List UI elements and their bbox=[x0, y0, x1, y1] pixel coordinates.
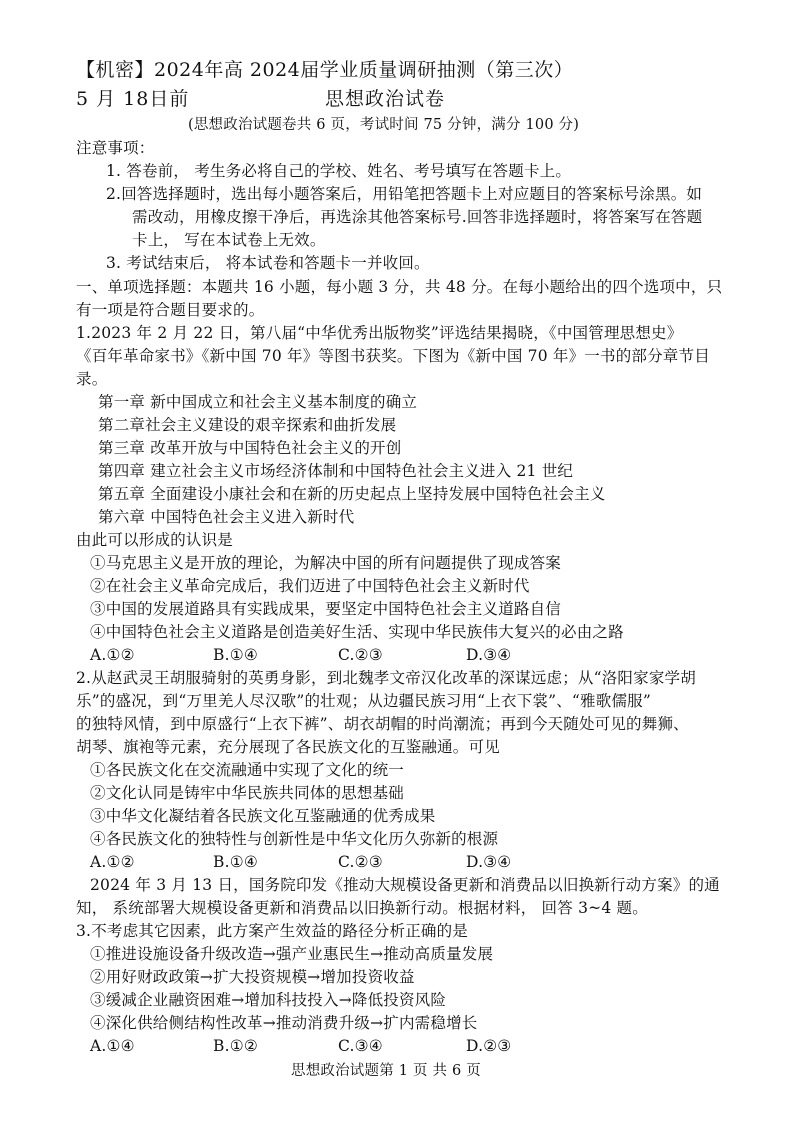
q1-chapter: 第一章 新中国成立和社会主义基本制度的确立 bbox=[98, 393, 418, 411]
q3-option-a: A.①④ bbox=[90, 1037, 135, 1055]
q3-statement: ③缓减企业融资困难→增加科技投入→降低投资风险 bbox=[90, 991, 447, 1009]
notice-item: 3. 考试结束后， 将本试卷和答题卡一并收回。 bbox=[106, 254, 430, 272]
q1-chapter: 第四章 建立社会主义市场经济体制和中国特色社会主义进入 21 世纪 bbox=[98, 462, 574, 480]
q1-statement: ④中国特色社会主义道路是创造美好生活、实现中华民族伟大复兴的必由之路 bbox=[90, 623, 624, 641]
notice-item: 1. 答卷前， 考生务必将自己的学校、姓名、考号填写在答题卡上。 bbox=[106, 162, 572, 180]
q1-option-a: A.①② bbox=[90, 646, 135, 664]
q2-stem: 2.从赵武灵王胡服骑射的英勇身影，到北魏孝文帝汉化改革的深谋远虑；从“洛阳家家学胡 bbox=[76, 669, 696, 687]
q1-question: 由此可以形成的认识是 bbox=[76, 531, 234, 549]
q2-option-d: D.③④ bbox=[466, 853, 512, 871]
q2-stem: 的独特风情，到中原盛行“上衣下裤”、胡衣胡帽的时尚潮流；再到今天随处可见的舞狮、 bbox=[76, 715, 689, 733]
exam-title: 【机密】2024年高 2024届学业质量调研抽测（第三次） bbox=[76, 59, 574, 81]
notice-item-cont: 卡上， 写在本试卷上无效。 bbox=[132, 231, 326, 249]
q3-statement: ①推进设施设备升级改造→强产业惠民生→推动高质量发展 bbox=[90, 945, 494, 963]
q3-option-d: D.②③ bbox=[466, 1037, 512, 1055]
exam-date: 5 月 18日前 bbox=[76, 88, 190, 110]
q3-statement: ②用好财政政策→扩大投资规模→增加投资收益 bbox=[90, 968, 415, 986]
q1-chapter: 第二章社会主义建设的艰辛探索和曲折发展 bbox=[98, 416, 397, 434]
q2-option-c: C.②③ bbox=[338, 853, 383, 871]
q3-stem: 3.不考虑其它因素，此方案产生效益的路径分析正确的是 bbox=[76, 922, 468, 940]
q1-stem: 1.2023 年 2 月 22 日，第八届“中华优秀出版物奖”评选结果揭晓，《中国管理思想史》 bbox=[76, 324, 683, 342]
q3-option-b: B.①② bbox=[213, 1037, 258, 1055]
q1-option-d: D.③④ bbox=[466, 646, 512, 664]
q1-option-c: C.②③ bbox=[338, 646, 383, 664]
q1-stem: 录。 bbox=[76, 370, 108, 388]
q1-statement: ①马克思主义是开放的理论，为解决中国的所有问题提供了现成答案 bbox=[90, 554, 562, 572]
notice-heading: 注意事项： bbox=[76, 139, 155, 157]
q3-statement: ④深化供给侧结构性改革→推动消费升级→扩内需稳增长 bbox=[90, 1014, 478, 1032]
q2-statement: ④各民族文化的独特性与创新性是中华文化历久弥新的根源 bbox=[90, 830, 499, 848]
exam-note: (思想政治试题卷共 6 页，考试时间 75 分钟，满分 100 分) bbox=[188, 117, 580, 133]
notice-item: 2.回答选择题时，选出每小题答案后，用铅笔把答题卡上对应题目的答案标号涂黑。如 bbox=[106, 185, 703, 203]
q1-statement: ③中国的发展道路具有实践成果，要坚定中国特色社会主义道路自信 bbox=[90, 600, 562, 618]
q2-stem: 乐”的盛况，到“万里羌人尽汉歌”的壮观；从边疆民族习用“上衣下裳”、“雅歌儒服” bbox=[76, 692, 651, 710]
q1-chapter: 第五章 全面建设小康社会和在新的历史起点上坚持发展中国特色社会主义 bbox=[98, 485, 606, 503]
q1-statement: ②在社会主义革命完成后，我们迈进了中国特色社会主义新时代 bbox=[90, 577, 530, 595]
section-intro: 有一项是符合题目要求的。 bbox=[76, 301, 265, 319]
q2-statement: ①各民族文化在交流融通中实现了文化的统一 bbox=[90, 761, 405, 779]
q2-option-b: B.①④ bbox=[213, 853, 258, 871]
q1-option-b: B.①④ bbox=[213, 646, 258, 664]
section-intro: 一、单项选择题：本题共 16 小题，每小题 3 分，共 48 分。在每小题给出的四个选项中，只 bbox=[76, 278, 723, 296]
material-text: 知， 系统部署大规模设备更新和消费品以旧换新行动。根据材料， 回答 3~4 题。 bbox=[76, 899, 648, 917]
q1-chapter: 第六章 中国特色社会主义进入新时代 bbox=[98, 508, 355, 526]
notice-item-cont: 需改动，用橡皮擦干净后，再选涂其他答案标号.回答非选择题时，将答案写在答题 bbox=[132, 208, 703, 226]
q2-option-a: A.①② bbox=[90, 853, 135, 871]
material-text: 2024 年 3 月 13 日，国务院印发《推动大规模设备更新和消费品以旧换新行动方案》的通 bbox=[90, 876, 720, 894]
page-footer: 思想政治试题第 1 页 共 6 页 bbox=[291, 1063, 481, 1079]
q2-stem: 胡琴、旗袍等元素，充分展现了各民族文化的互鉴融通。可见 bbox=[76, 738, 500, 756]
subject-title: 思想政治试卷 bbox=[325, 88, 446, 110]
q1-chapter: 第三章 改革开放与中国特色社会主义的开创 bbox=[98, 439, 402, 457]
q2-statement: ②文化认同是铸牢中华民族共同体的思想基础 bbox=[90, 784, 405, 802]
q2-statement: ③中华文化凝结着各民族文化互鉴融通的优秀成果 bbox=[90, 807, 436, 825]
q1-stem: 《百年革命家书》《新中国 70 年》等图书获奖。下图为《新中国 70 年》一书的部分章节目 bbox=[76, 347, 710, 365]
q3-option-c: C.③④ bbox=[338, 1037, 383, 1055]
